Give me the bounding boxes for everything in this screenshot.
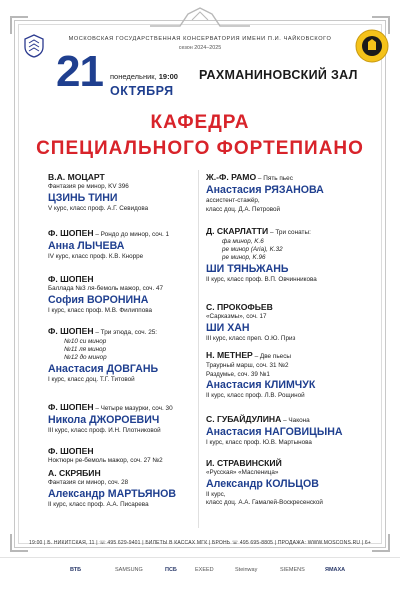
program-item [206,172,376,214]
class-info: ассистент-стажёр, [206,197,260,204]
weekday-time [110,72,178,81]
program-item [48,228,218,262]
program-item [206,302,376,343]
page-title-line1: КАФЕДРА [150,112,250,133]
performer: ШИ ТЯНЬЖАНЬ [206,262,289,275]
sponsor-logo: SIEMENS [280,567,305,573]
piece-title: Фантазия ре минор, KV 396 [48,183,129,190]
weekday-label: понедельник, [110,72,157,81]
class-info: I курс, класс доц. Т.Г. Титовой [48,375,135,383]
class-info: класс доц. А.А. Гамалей-Воскресенской [206,499,323,507]
piece-title: Баллада №3 ля-бемоль мажор, соч. 47 [48,285,163,292]
composer: Н. МЕТНЕР – Две пьесы [206,350,292,360]
piece-title: «Сарказмы», соч. 17 [206,313,267,320]
piece-title: – Пять пьес [256,175,293,182]
frame-corner-ornament [10,16,28,34]
piece-title: Ноктюрн ре-бемоль мажор, соч. 27 №2 [48,457,163,464]
piece-title: – Рондо до минор, соч. 1 [93,231,170,238]
sub-piece: фа минор, K.6 [222,238,264,245]
class-info: III курс, класс преп. О.Ю. Приз [206,334,296,342]
program-item [48,172,218,213]
page-title-line2: СПЕЦИАЛЬНОГО ФОРТЕПИАНО [36,138,364,159]
composer: В.А. МОЦАРТ [48,172,105,182]
sponsor-logo: ВТБ [70,567,82,573]
program-item [206,350,376,401]
performer: Анастасия ДОВГАНЬ [48,362,159,375]
top-ornament-icon [150,6,250,28]
performer: София ВОРОНИНА [48,293,149,306]
venue-footer: 19:00 | Б. НИКИТСКАЯ, 11 | ☏ 495 629-9401 | БИЛЕТЫ В КАССАХ МГК | БРОНЬ ☏ 495 695-8805 | ПРОДАЖА: WWW.MOSCONS.RU | 6+ [29,540,371,546]
program-item [48,274,218,315]
class-info: II курс, [206,490,226,498]
conservatory-seal-icon [354,28,390,64]
piece-title: – Четыре мазурки, соч. 30 [93,405,173,412]
piece-title: «Русская» «Масленица» [206,469,279,476]
program-item [206,414,376,448]
sponsor-logo: SAMSUNG [115,567,143,573]
class-info: I курс, класс проф. М.В. Филиппова [48,306,152,314]
performer: Александр МАРТЬЯНОВ [48,487,176,500]
piece-title: Фантазия си минор, соч. 28 [48,479,129,486]
piece-title: – Две пьесы [252,353,292,360]
piece-title: – Три сонаты: [268,229,311,236]
sponsor-logo: Steinway [235,567,258,573]
performer: Александр КОЛЬЦОВ [206,477,319,490]
composer: Ф. ШОПЕН – Четыре мазурки, соч. 30 [48,402,173,412]
performer: Анастасия НАГОВИЦЫНА [206,426,343,438]
composer: С. ПРОКОФЬЕВ [206,302,273,312]
sponsor-logo: ЯМАХА [325,567,346,573]
ministry-crest-icon [23,34,45,58]
performer: ШИ ХАН [206,321,250,334]
composer: Ф. ШОПЕН [48,446,94,456]
sub-piece: №11 ля минор [64,346,107,354]
class-info: III курс, класс проф. И.Н. Плотниковой [48,427,161,434]
class-info: II курс, класс проф. Л.В. Рощиной [206,392,305,400]
concert-day: 21 [56,47,103,96]
composer: Ж.-Ф. РАМО – Пять пьес [206,172,293,182]
performer: ЦЗИНЬ ТИНИ [48,191,118,204]
sub-piece: №12 до минор [64,354,107,362]
composer: Ф. ШОПЕН [48,274,94,284]
performer: Анастасия РЯЗАНОВА [206,184,324,196]
sub-piece: Траурный марш, соч. 31 №2 [206,362,289,369]
composer: Д. СКАРЛАТТИ – Три сонаты: [206,226,311,236]
composer: А. СКРЯБИН [48,468,101,478]
performer: Никола ДЖОРОЕВИЧ [48,414,160,426]
composer: Ф. ШОПЕН – Три этюда, соч. 25: [48,326,158,336]
organization-name: МОСКОВСКАЯ ГОСУДАРСТВЕННАЯ КОНСЕРВАТОРИЯ ИМЕНИ П.И. ЧАЙКОВСКОГО [68,36,332,42]
sponsor-logo: EXEED [195,567,214,573]
composer: С. ГУБАЙДУЛИНА – Чакона [206,414,310,424]
class-info: II курс, класс проф. В.П. Овчинникова [206,275,317,283]
hall-name: РАХМАНИНОВСКИЙ ЗАЛ [199,68,358,82]
performer: Анна ЛЫЧЕВА [48,240,125,252]
concert-time: 19:00 [158,72,178,81]
concert-month: ОКТЯБРЯ [110,84,174,98]
sub-piece: Раздумье, соч. 39 №1 [206,370,270,378]
performer: Анастасия КЛИМЧУК [206,379,316,392]
program-item [206,458,376,508]
class-info: II курс, класс проф. А.А. Писарева [48,500,149,508]
class-info: I курс, класс проф. Ю.В. Мартынова [206,439,312,446]
composer: И. СТРАВИНСКИЙ [206,458,282,468]
piece-title: – Чакона [281,417,310,424]
program-item [48,402,218,436]
piece-title: – Три этюда, соч. 25: [93,329,158,336]
sponsor-logo: ПСБ [165,567,177,573]
program-item [48,468,218,509]
sub-piece: ре минор, K.96 [222,254,266,262]
program-item [206,226,376,284]
composer: Ф. ШОПЕН – Рондо до минор, соч. 1 [48,228,170,238]
sub-piece: ре минор (Aria), K.32 [222,246,283,254]
sub-piece: №10 си минор [64,338,107,345]
class-info: V курс, класс проф. А.Г. Севидова [48,204,149,212]
program-item [48,446,218,466]
program-item [48,326,218,384]
class-info: класс доц. Д.А. Петровой [206,205,281,213]
season-label: сезон 2024–2025 [178,45,222,51]
class-info: IV курс, класс проф. К.В. Кнорре [48,253,144,260]
